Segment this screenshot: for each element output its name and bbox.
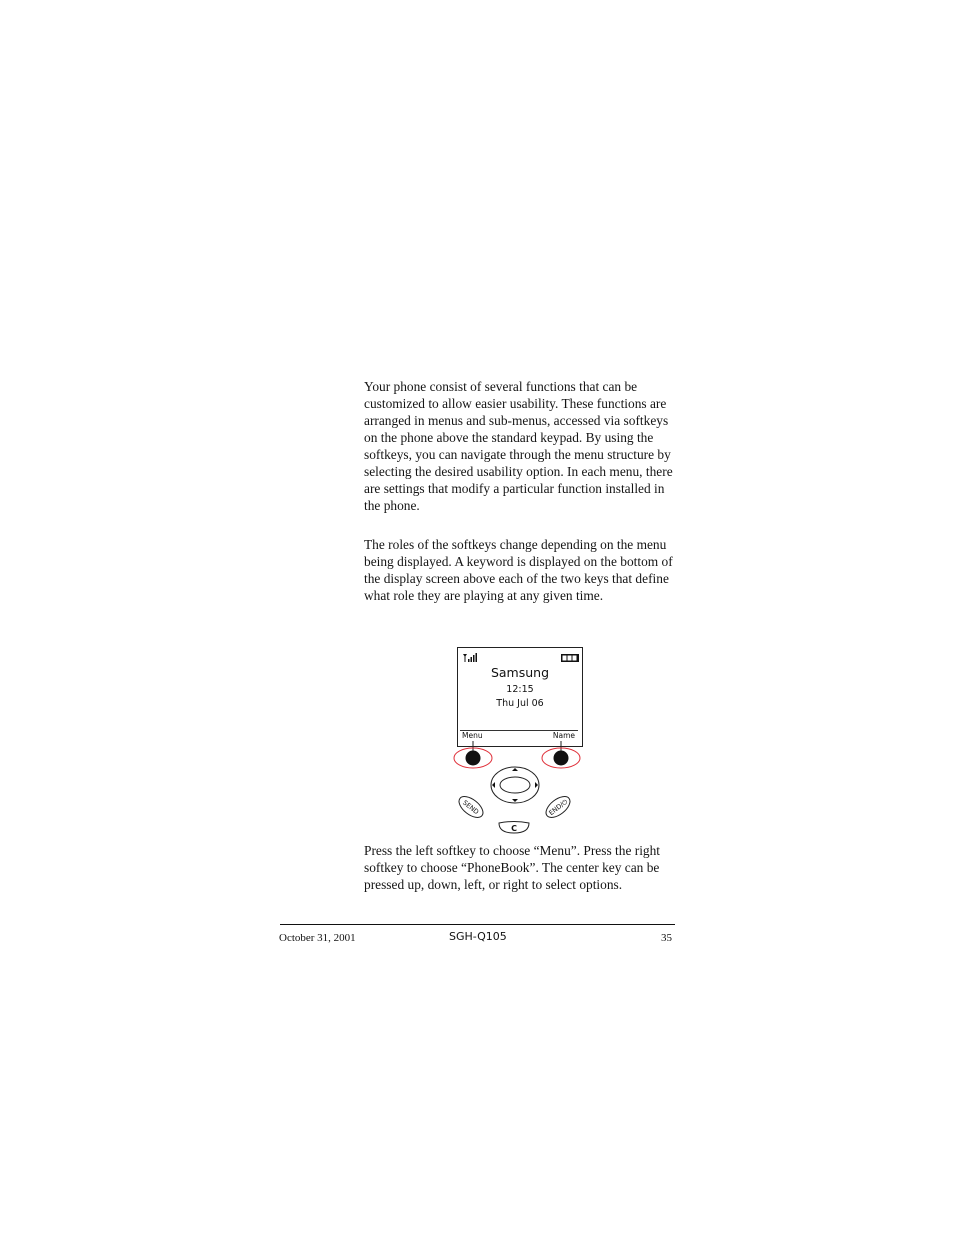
phone-keypad-illustration bbox=[450, 640, 590, 840]
intro-paragraph: Your phone consist of several functions that can be customized to allow easier usability. These functions are arranged in menus and sub-menus, accessed via softkeys on the phone above the standard keypad. By using the softkeys, you can navigate through the menu structure by selecting the desired usability option. In each menu, there are settings that modify a particular function installed in the phone. bbox=[364, 379, 673, 513]
send-key-label: SEND bbox=[461, 798, 481, 817]
screen-date: Thu Jul 06 bbox=[496, 698, 544, 709]
footer-model-name: SGH-Q105 bbox=[449, 930, 507, 943]
left-softkey-button[interactable] bbox=[454, 748, 492, 768]
navigation-key[interactable] bbox=[491, 767, 539, 803]
clear-key-label: C bbox=[511, 824, 517, 833]
screen-time: 12:15 bbox=[506, 684, 534, 695]
keypad-drawing bbox=[450, 640, 590, 840]
softkey-roles-paragraph: The roles of the softkeys change depending on the menu being displayed. A keyword is displayed on the bottom of the display screen above each of the two keys that define what role they are playing at any given time. bbox=[364, 537, 673, 603]
footer-rule bbox=[280, 924, 675, 925]
softkey-instructions-paragraph: Press the left softkey to choose “Menu”. Press the right softkey to choose “PhoneBook”. The center key can be pressed up, down, left, or right to select options. bbox=[364, 843, 661, 892]
end-key[interactable] bbox=[542, 792, 573, 821]
clear-key[interactable] bbox=[499, 822, 529, 834]
send-key[interactable] bbox=[455, 792, 486, 821]
right-softkey-label: Name bbox=[552, 731, 575, 740]
screen-network-name: Samsung bbox=[490, 665, 550, 680]
end-key-label: END/⏻ bbox=[547, 797, 570, 818]
page-number: 35 bbox=[661, 932, 672, 944]
right-softkey-button[interactable] bbox=[542, 748, 580, 768]
left-softkey-label: Menu bbox=[462, 731, 483, 740]
footer-date: October 31, 2001 bbox=[279, 932, 356, 944]
